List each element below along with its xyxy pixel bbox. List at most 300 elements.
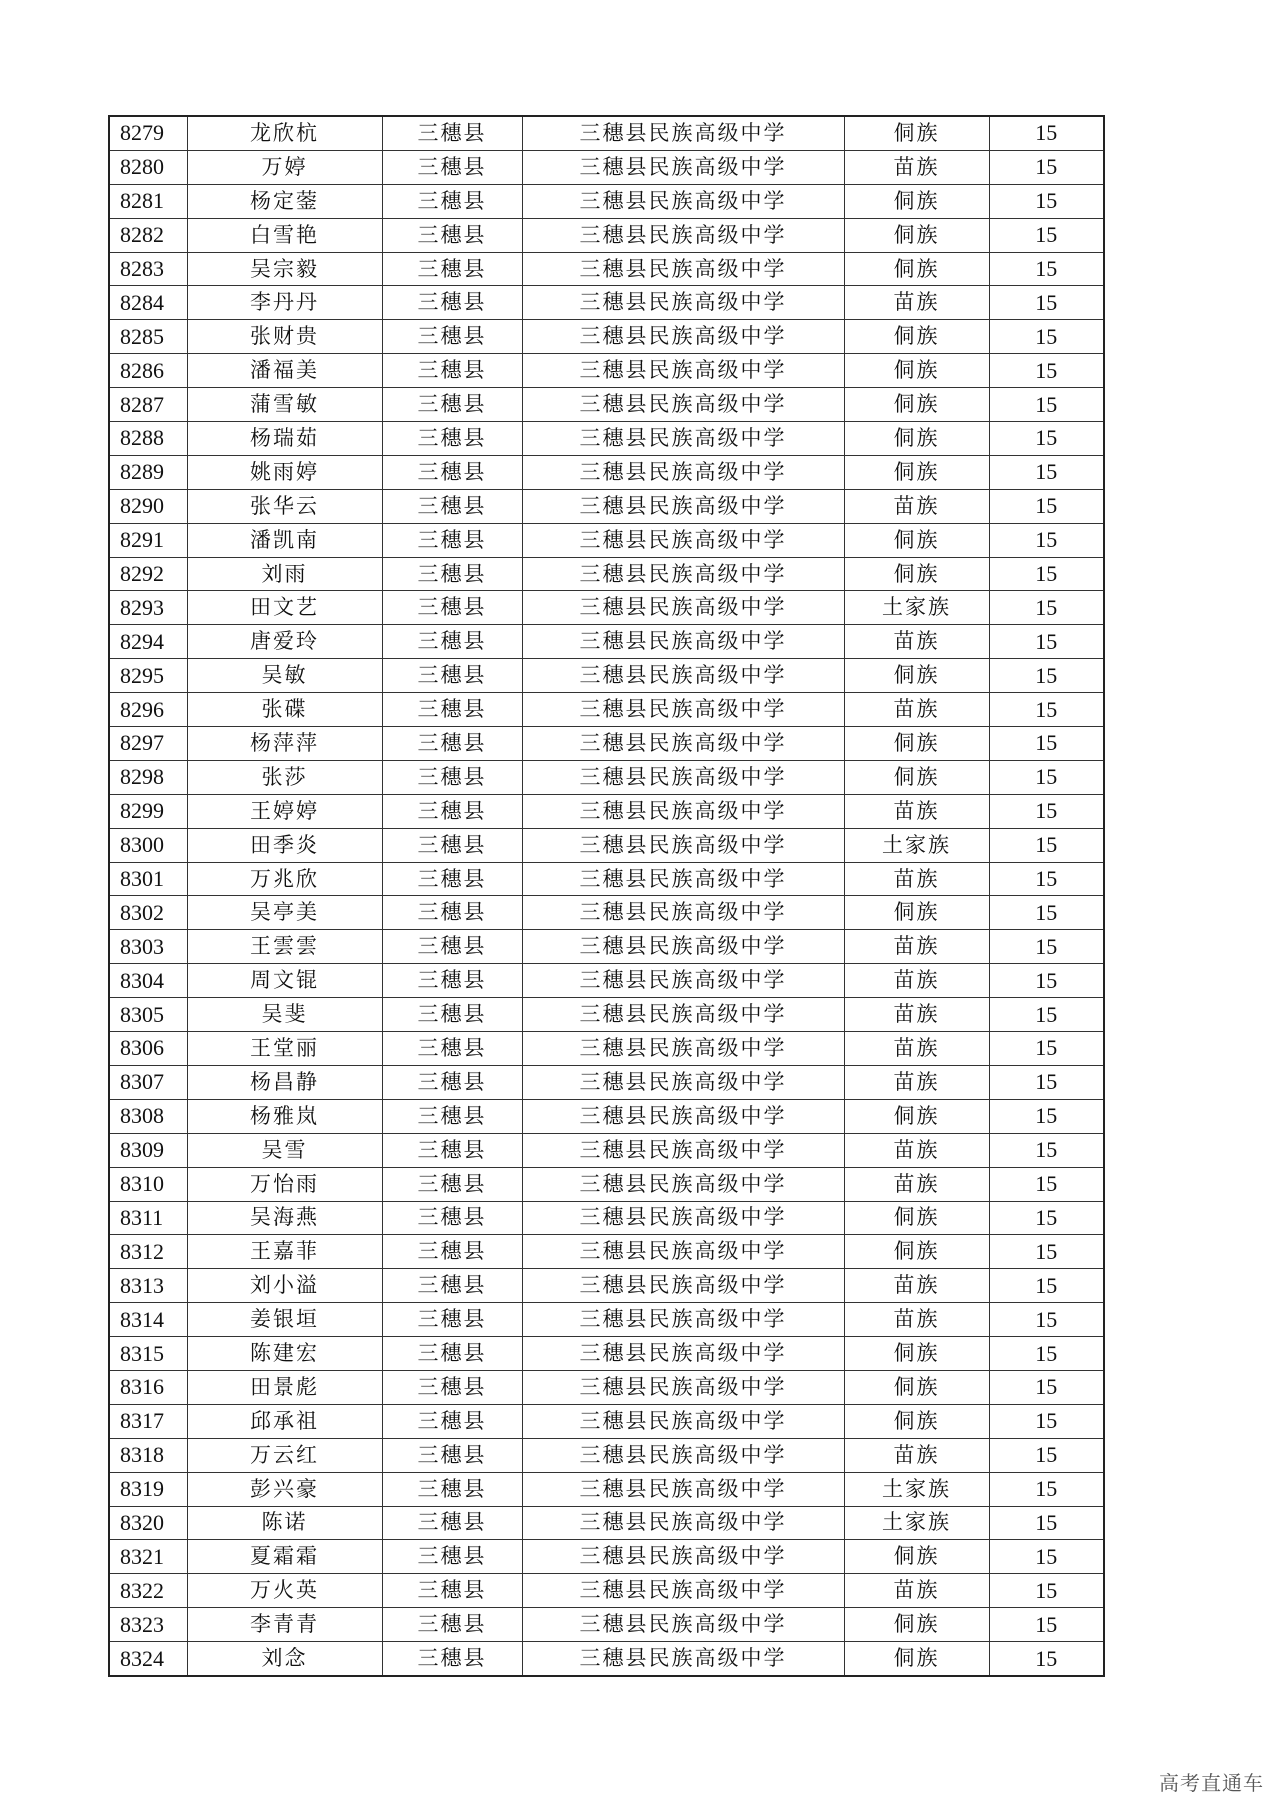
ethnicity-cell: 侗族 [844,1642,989,1676]
county-name-cell: 三穗县 [382,828,522,862]
school-name-cell: 三穗县民族高级中学 [522,896,844,930]
student-name-cell: 杨萍萍 [187,727,382,761]
school-name-cell: 三穗县民族高级中学 [522,794,844,828]
school-name-cell: 三穗县民族高级中学 [522,523,844,557]
bonus-points-cell: 15 [989,1608,1104,1642]
student-name-cell: 邱承祖 [187,1404,382,1438]
county-name-cell: 三穗县 [382,1472,522,1506]
ethnicity-cell: 苗族 [844,1133,989,1167]
county-name-cell: 三穗县 [382,625,522,659]
student-name-cell: 王嘉菲 [187,1235,382,1269]
row-number-cell: 8308 [109,1099,187,1133]
row-number-cell: 8323 [109,1608,187,1642]
table-row [109,422,1104,456]
table-row [109,184,1104,218]
row-number-cell: 8283 [109,252,187,286]
ethnicity-cell: 苗族 [844,286,989,320]
table-row [109,1574,1104,1608]
row-number-cell: 8282 [109,218,187,252]
county-name-cell: 三穗县 [382,964,522,998]
ethnicity-cell: 侗族 [844,388,989,422]
county-name-cell: 三穗县 [382,523,522,557]
row-number-cell: 8289 [109,455,187,489]
ethnicity-cell: 侗族 [844,896,989,930]
school-name-cell: 三穗县民族高级中学 [522,1642,844,1676]
bonus-points-cell: 15 [989,557,1104,591]
county-name-cell: 三穗县 [382,1099,522,1133]
school-name-cell: 三穗县民族高级中学 [522,116,844,150]
row-number-cell: 8298 [109,760,187,794]
school-name-cell: 三穗县民族高级中学 [522,1201,844,1235]
student-name-cell: 杨定蓥 [187,184,382,218]
student-name-cell: 吴雪 [187,1133,382,1167]
bonus-points-cell: 15 [989,320,1104,354]
ethnicity-cell: 苗族 [844,1303,989,1337]
bonus-points-cell: 15 [989,1235,1104,1269]
school-name-cell: 三穗县民族高级中学 [522,388,844,422]
bonus-points-cell: 15 [989,286,1104,320]
ethnicity-cell: 侗族 [844,1608,989,1642]
bonus-points-cell: 15 [989,116,1104,150]
ethnicity-cell: 苗族 [844,693,989,727]
row-number-cell: 8314 [109,1303,187,1337]
bonus-points-cell: 15 [989,1303,1104,1337]
table-row [109,218,1104,252]
row-number-cell: 8297 [109,727,187,761]
bonus-points-cell: 15 [989,422,1104,456]
county-name-cell: 三穗县 [382,320,522,354]
county-name-cell: 三穗县 [382,1269,522,1303]
table-row [109,1608,1104,1642]
student-name-cell: 万怡雨 [187,1167,382,1201]
table-row [109,388,1104,422]
ethnicity-cell: 土家族 [844,1472,989,1506]
school-name-cell: 三穗县民族高级中学 [522,354,844,388]
ethnicity-cell: 侗族 [844,1235,989,1269]
county-name-cell: 三穗县 [382,422,522,456]
county-name-cell: 三穗县 [382,150,522,184]
row-number-cell: 8294 [109,625,187,659]
ethnicity-cell: 苗族 [844,1438,989,1472]
row-number-cell: 8311 [109,1201,187,1235]
school-name-cell: 三穗县民族高级中学 [522,760,844,794]
row-number-cell: 8310 [109,1167,187,1201]
ethnicity-cell: 苗族 [844,794,989,828]
student-name-cell: 蒲雪敏 [187,388,382,422]
row-number-cell: 8301 [109,862,187,896]
school-name-cell: 三穗县民族高级中学 [522,1032,844,1066]
ethnicity-cell: 苗族 [844,1065,989,1099]
bonus-points-cell: 15 [989,1167,1104,1201]
table-row [109,760,1104,794]
ethnicity-cell: 苗族 [844,625,989,659]
student-name-cell: 田文艺 [187,591,382,625]
row-number-cell: 8302 [109,896,187,930]
table-row [109,455,1104,489]
ethnicity-cell: 侗族 [844,320,989,354]
row-number-cell: 8312 [109,1235,187,1269]
bonus-points-cell: 15 [989,1540,1104,1574]
table-row [109,150,1104,184]
ethnicity-cell: 苗族 [844,1269,989,1303]
student-name-cell: 杨瑞茹 [187,422,382,456]
table-row [109,1370,1104,1404]
bonus-points-cell: 15 [989,252,1104,286]
student-name-cell: 万云红 [187,1438,382,1472]
school-name-cell: 三穗县民族高级中学 [522,930,844,964]
student-name-cell: 吴宗毅 [187,252,382,286]
row-number-cell: 8299 [109,794,187,828]
student-name-cell: 万兆欣 [187,862,382,896]
table-row [109,591,1104,625]
student-name-cell: 姜银垣 [187,1303,382,1337]
school-name-cell: 三穗县民族高级中学 [522,998,844,1032]
county-name-cell: 三穗县 [382,354,522,388]
student-name-cell: 姚雨婷 [187,455,382,489]
row-number-cell: 8293 [109,591,187,625]
table-row [109,1540,1104,1574]
bonus-points-cell: 15 [989,760,1104,794]
bonus-points-cell: 15 [989,1337,1104,1371]
table-row [109,489,1104,523]
county-name-cell: 三穗县 [382,1133,522,1167]
table-row [109,1201,1104,1235]
county-name-cell: 三穗县 [382,455,522,489]
table-row [109,1337,1104,1371]
ethnicity-cell: 侗族 [844,252,989,286]
bonus-points-cell: 15 [989,862,1104,896]
ethnicity-cell: 侗族 [844,184,989,218]
bonus-points-cell: 15 [989,218,1104,252]
ethnicity-cell: 侗族 [844,659,989,693]
table-row [109,998,1104,1032]
county-name-cell: 三穗县 [382,1032,522,1066]
ethnicity-cell: 侗族 [844,422,989,456]
ethnicity-cell: 苗族 [844,998,989,1032]
table-row [109,1303,1104,1337]
ethnicity-cell: 苗族 [844,1167,989,1201]
student-name-cell: 吴亭美 [187,896,382,930]
school-name-cell: 三穗县民族高级中学 [522,150,844,184]
ethnicity-cell: 侗族 [844,455,989,489]
row-number-cell: 8315 [109,1337,187,1371]
row-number-cell: 8286 [109,354,187,388]
ethnicity-cell: 侗族 [844,760,989,794]
student-name-cell: 周文锟 [187,964,382,998]
table-row [109,557,1104,591]
row-number-cell: 8291 [109,523,187,557]
ethnicity-cell: 侗族 [844,354,989,388]
county-name-cell: 三穗县 [382,1167,522,1201]
student-name-cell: 刘小溢 [187,1269,382,1303]
county-name-cell: 三穗县 [382,760,522,794]
student-name-cell: 吴敏 [187,659,382,693]
ethnicity-cell: 苗族 [844,930,989,964]
row-number-cell: 8279 [109,116,187,150]
county-name-cell: 三穗县 [382,1370,522,1404]
ethnicity-cell: 侗族 [844,1201,989,1235]
table-row [109,320,1104,354]
table-row [109,930,1104,964]
ethnicity-cell: 侗族 [844,218,989,252]
county-name-cell: 三穗县 [382,862,522,896]
bonus-points-cell: 15 [989,489,1104,523]
school-name-cell: 三穗县民族高级中学 [522,1303,844,1337]
student-name-cell: 万婷 [187,150,382,184]
table-row [109,1472,1104,1506]
student-name-cell: 夏霜霜 [187,1540,382,1574]
ethnicity-cell: 苗族 [844,862,989,896]
bonus-points-cell: 15 [989,1065,1104,1099]
school-name-cell: 三穗县民族高级中学 [522,252,844,286]
bonus-points-cell: 15 [989,930,1104,964]
school-name-cell: 三穗县民族高级中学 [522,1065,844,1099]
row-number-cell: 8322 [109,1574,187,1608]
bonus-points-cell: 15 [989,1201,1104,1235]
row-number-cell: 8313 [109,1269,187,1303]
county-name-cell: 三穗县 [382,998,522,1032]
ethnicity-cell: 侗族 [844,1404,989,1438]
school-name-cell: 三穗县民族高级中学 [522,828,844,862]
table-row [109,794,1104,828]
student-name-cell: 彭兴豪 [187,1472,382,1506]
bonus-points-cell: 15 [989,1099,1104,1133]
school-name-cell: 三穗县民族高级中学 [522,455,844,489]
table-row [109,727,1104,761]
table-row [109,1133,1104,1167]
bonus-points-cell: 15 [989,1574,1104,1608]
bonus-points-cell: 15 [989,388,1104,422]
ethnicity-cell: 侗族 [844,1370,989,1404]
school-name-cell: 三穗县民族高级中学 [522,862,844,896]
school-name-cell: 三穗县民族高级中学 [522,1608,844,1642]
student-name-cell: 田季炎 [187,828,382,862]
table-row [109,1167,1104,1201]
student-name-cell: 万火英 [187,1574,382,1608]
county-name-cell: 三穗县 [382,1201,522,1235]
student-name-cell: 龙欣杭 [187,116,382,150]
student-name-cell: 潘福美 [187,354,382,388]
row-number-cell: 8305 [109,998,187,1032]
student-name-cell: 唐爱玲 [187,625,382,659]
row-number-cell: 8285 [109,320,187,354]
ethnicity-cell: 土家族 [844,1506,989,1540]
student-name-cell: 李青青 [187,1608,382,1642]
row-number-cell: 8320 [109,1506,187,1540]
county-name-cell: 三穗县 [382,896,522,930]
table-row [109,1032,1104,1066]
student-name-cell: 刘念 [187,1642,382,1676]
table-row [109,354,1104,388]
county-name-cell: 三穗县 [382,1608,522,1642]
table-row [109,116,1104,150]
school-name-cell: 三穗县民族高级中学 [522,1506,844,1540]
student-name-cell: 陈建宏 [187,1337,382,1371]
county-name-cell: 三穗县 [382,388,522,422]
ethnicity-cell: 苗族 [844,1032,989,1066]
school-name-cell: 三穗县民族高级中学 [522,184,844,218]
table-row [109,1065,1104,1099]
table-row [109,1235,1104,1269]
table-row [109,286,1104,320]
county-name-cell: 三穗县 [382,1337,522,1371]
student-name-cell: 白雪艳 [187,218,382,252]
bonus-points-cell: 15 [989,998,1104,1032]
student-name-cell: 杨昌静 [187,1065,382,1099]
student-name-cell: 张华云 [187,489,382,523]
student-name-cell: 潘凯南 [187,523,382,557]
row-number-cell: 8304 [109,964,187,998]
ethnicity-cell: 侗族 [844,1099,989,1133]
school-name-cell: 三穗县民族高级中学 [522,1133,844,1167]
table-row [109,1438,1104,1472]
school-name-cell: 三穗县民族高级中学 [522,489,844,523]
bonus-points-cell: 15 [989,523,1104,557]
row-number-cell: 8290 [109,489,187,523]
ethnicity-cell: 侗族 [844,557,989,591]
bonus-points-cell: 15 [989,1032,1104,1066]
school-name-cell: 三穗县民族高级中学 [522,727,844,761]
bonus-points-cell: 15 [989,659,1104,693]
county-name-cell: 三穗县 [382,693,522,727]
school-name-cell: 三穗县民族高级中学 [522,1337,844,1371]
table-row [109,659,1104,693]
county-name-cell: 三穗县 [382,930,522,964]
student-name-cell: 吴海燕 [187,1201,382,1235]
bonus-points-cell: 15 [989,354,1104,388]
school-name-cell: 三穗县民族高级中学 [522,286,844,320]
row-number-cell: 8307 [109,1065,187,1099]
ethnicity-cell: 侗族 [844,727,989,761]
bonus-points-cell: 15 [989,150,1104,184]
school-name-cell: 三穗县民族高级中学 [522,1099,844,1133]
bonus-points-cell: 15 [989,727,1104,761]
table-row [109,862,1104,896]
row-number-cell: 8295 [109,659,187,693]
row-number-cell: 8287 [109,388,187,422]
school-name-cell: 三穗县民族高级中学 [522,1167,844,1201]
student-name-cell: 王婷婷 [187,794,382,828]
county-name-cell: 三穗县 [382,1540,522,1574]
ethnicity-cell: 侗族 [844,116,989,150]
row-number-cell: 8300 [109,828,187,862]
school-name-cell: 三穗县民族高级中学 [522,1540,844,1574]
ethnicity-cell: 土家族 [844,591,989,625]
county-name-cell: 三穗县 [382,286,522,320]
county-name-cell: 三穗县 [382,794,522,828]
school-name-cell: 三穗县民族高级中学 [522,964,844,998]
bonus-points-cell: 15 [989,591,1104,625]
county-name-cell: 三穗县 [382,1506,522,1540]
table-row [109,252,1104,286]
county-name-cell: 三穗县 [382,1438,522,1472]
ethnicity-cell: 侗族 [844,1337,989,1371]
table-row [109,625,1104,659]
school-name-cell: 三穗县民族高级中学 [522,659,844,693]
row-number-cell: 8281 [109,184,187,218]
row-number-cell: 8316 [109,1370,187,1404]
student-name-cell: 王堂丽 [187,1032,382,1066]
bonus-points-cell: 15 [989,1642,1104,1676]
row-number-cell: 8317 [109,1404,187,1438]
ethnicity-cell: 苗族 [844,150,989,184]
row-number-cell: 8284 [109,286,187,320]
school-name-cell: 三穗县民族高级中学 [522,591,844,625]
row-number-cell: 8324 [109,1642,187,1676]
bonus-points-cell: 15 [989,184,1104,218]
bonus-points-cell: 15 [989,964,1104,998]
school-name-cell: 三穗县民族高级中学 [522,625,844,659]
school-name-cell: 三穗县民族高级中学 [522,320,844,354]
student-name-cell: 李丹丹 [187,286,382,320]
table-row [109,1642,1104,1676]
table-row [109,896,1104,930]
table-row [109,693,1104,727]
county-name-cell: 三穗县 [382,659,522,693]
table-row [109,828,1104,862]
ethnicity-cell: 苗族 [844,1574,989,1608]
county-name-cell: 三穗县 [382,591,522,625]
bonus-points-cell: 15 [989,1370,1104,1404]
school-name-cell: 三穗县民族高级中学 [522,1235,844,1269]
table-row [109,1506,1104,1540]
county-name-cell: 三穗县 [382,252,522,286]
bonus-points-cell: 15 [989,625,1104,659]
ethnicity-cell: 侗族 [844,523,989,557]
row-number-cell: 8309 [109,1133,187,1167]
bonus-points-cell: 15 [989,1438,1104,1472]
row-number-cell: 8318 [109,1438,187,1472]
county-name-cell: 三穗县 [382,1642,522,1676]
student-name-cell: 张碟 [187,693,382,727]
county-name-cell: 三穗县 [382,1065,522,1099]
bonus-points-cell: 15 [989,828,1104,862]
student-name-cell: 张莎 [187,760,382,794]
county-name-cell: 三穗县 [382,116,522,150]
student-name-cell: 陈诺 [187,1506,382,1540]
school-name-cell: 三穗县民族高级中学 [522,1472,844,1506]
row-number-cell: 8321 [109,1540,187,1574]
county-name-cell: 三穗县 [382,1303,522,1337]
row-number-cell: 8296 [109,693,187,727]
student-name-cell: 张财贵 [187,320,382,354]
table-row [109,1269,1104,1303]
school-name-cell: 三穗县民族高级中学 [522,1269,844,1303]
table-row [109,523,1104,557]
county-name-cell: 三穗县 [382,489,522,523]
table-row [109,964,1104,998]
watermark-text: 高考直通车 [1159,1771,1264,1795]
student-name-cell: 王雲雲 [187,930,382,964]
bonus-points-cell: 15 [989,896,1104,930]
county-name-cell: 三穗县 [382,218,522,252]
bonus-points-cell: 15 [989,693,1104,727]
bonus-points-cell: 15 [989,1472,1104,1506]
row-number-cell: 8280 [109,150,187,184]
row-number-cell: 8306 [109,1032,187,1066]
school-name-cell: 三穗县民族高级中学 [522,557,844,591]
bonus-points-cell: 15 [989,1506,1104,1540]
school-name-cell: 三穗县民族高级中学 [522,693,844,727]
student-name-cell: 吴斐 [187,998,382,1032]
student-name-cell: 田景彪 [187,1370,382,1404]
ethnicity-cell: 苗族 [844,964,989,998]
school-name-cell: 三穗县民族高级中学 [522,218,844,252]
county-name-cell: 三穗县 [382,1235,522,1269]
county-name-cell: 三穗县 [382,727,522,761]
ethnicity-cell: 土家族 [844,828,989,862]
student-name-cell: 杨雅岚 [187,1099,382,1133]
